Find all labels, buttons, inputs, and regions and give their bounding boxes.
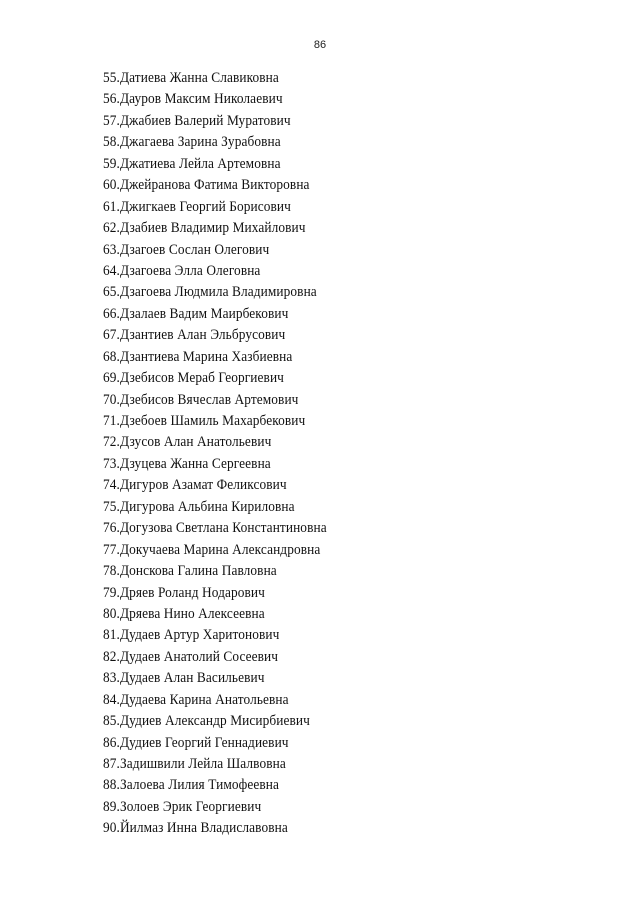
list-item: 86.Дудиев Георгий Геннадиевич bbox=[103, 734, 289, 751]
list-item: 82.Дудаев Анатолий Сосеевич bbox=[103, 648, 279, 665]
list-item: 79.Дряев Роланд Нодарович bbox=[103, 584, 265, 601]
list-item: 61.Джигкаев Георгий Борисович bbox=[103, 198, 291, 215]
list-item: 71.Дзебоев Шамиль Махарбекович bbox=[103, 413, 306, 429]
list-item: 59.Джатиева Лейла Артемовна bbox=[103, 155, 281, 172]
list-item: 62.Дзабиев Владимир Михайлович bbox=[103, 220, 306, 237]
list-item: 89.Золоев Эрик Георгиевич bbox=[103, 798, 262, 815]
list-item: 80.Дряева Нино Алексеевна bbox=[103, 605, 265, 622]
list-item: 78.Донскова Галина Павловна bbox=[103, 563, 277, 580]
list-item: 75.Дигурова Альбина Кириловна bbox=[103, 498, 295, 515]
list-item: 70.Дзебисов Вячеслав Артемович bbox=[103, 391, 299, 408]
list-item: 88.Залоева Лилия Тимофеевна bbox=[103, 777, 280, 794]
list-item: 56.Дауров Максим Николаевич bbox=[103, 91, 283, 108]
list-item: 55.Датиева Жанна Славиковна bbox=[103, 70, 279, 86]
list-item: 60.Джейранова Фатима Викторовна bbox=[103, 177, 310, 194]
list-item: 73.Дзуцева Жанна Сергеевна bbox=[103, 455, 271, 472]
list-item: 67.Дзантиев Алан Эльбрусович bbox=[103, 327, 286, 344]
list-item: 87.Задишвили Лейла Шалвовна bbox=[103, 756, 286, 772]
list-item: 58.Джагаева Зарина Зурабовна bbox=[103, 134, 281, 151]
list-item: 69.Дзебисов Мераб Георгиевич bbox=[103, 370, 284, 387]
list-item: 83.Дудаев Алан Васильевич bbox=[103, 670, 265, 687]
list-item: 81.Дудаев Артур Харитонович bbox=[103, 627, 280, 644]
list-item: 85.Дудиев Александр Мисирбиевич bbox=[103, 713, 310, 730]
list-item: 66.Дзалаев Вадим Маирбекович bbox=[103, 305, 289, 322]
list-item: 74.Дигуров Азамат Феликсович bbox=[103, 477, 287, 494]
list-item: 68.Дзантиева Марина Хазбиевна bbox=[103, 348, 293, 365]
list-item: 64.Дзагоева Элла Олеговна bbox=[103, 262, 261, 279]
page-number: 86 bbox=[313, 39, 327, 51]
list-item: 72.Дзусов Алан Анатольевич bbox=[103, 434, 272, 451]
list-item: 76.Догузова Светлана Константиновна bbox=[103, 520, 327, 537]
name-list bbox=[103, 68, 346, 840]
list-item: 65.Дзагоева Людмила Владимировна bbox=[103, 284, 317, 301]
list-item: 77.Докучаева Марина Александровна bbox=[103, 541, 321, 558]
list-item: 63.Дзагоев Сослан Олегович bbox=[103, 241, 270, 258]
list-item: 90.Йилмаз Инна Владиславовна bbox=[103, 820, 288, 837]
list-item: 84.Дудаева Карина Анатольевна bbox=[103, 691, 289, 708]
list-item: 57.Джабиев Валерий Муратович bbox=[103, 112, 291, 129]
